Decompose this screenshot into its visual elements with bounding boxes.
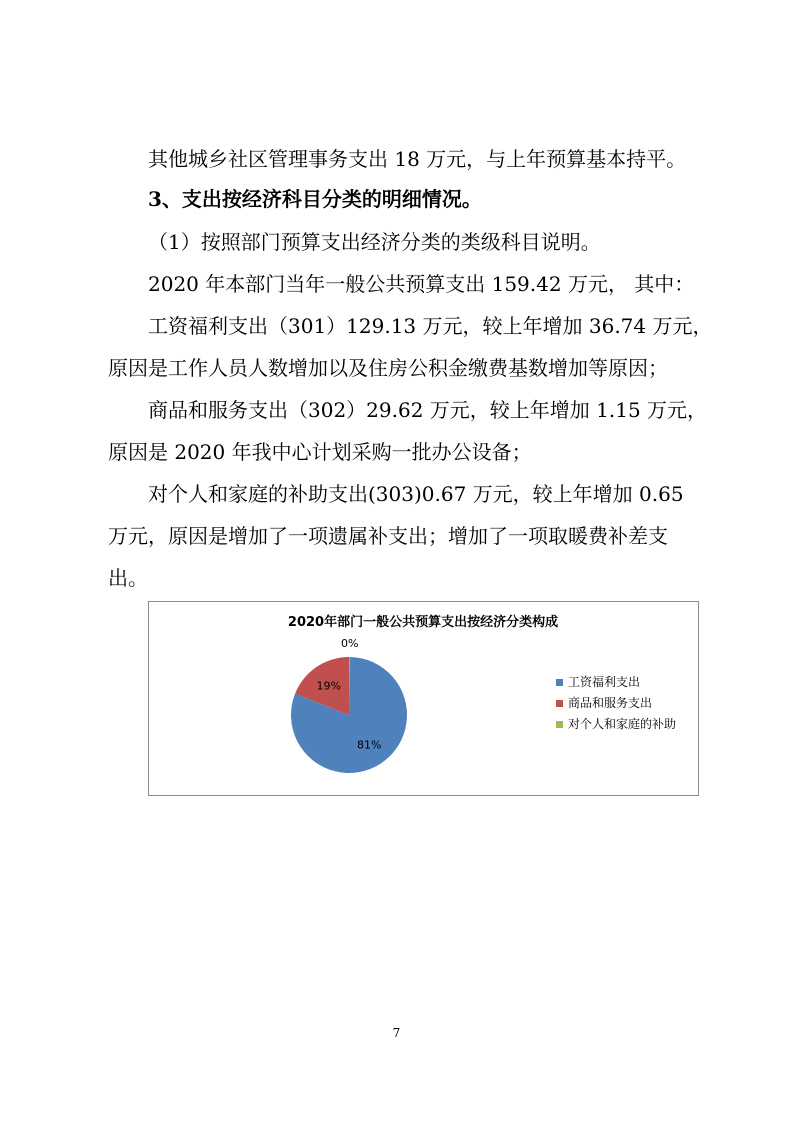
- pie-chart-container: [148, 601, 699, 796]
- paragraph-salary-welfare-line1: 工资福利支出（301）129.13 万元，较上年增加 36.74 万元，: [148, 314, 713, 338]
- legend-swatch-1: [556, 679, 563, 686]
- pie-data-label-3: 0%: [341, 637, 359, 651]
- page-number: 7: [392, 1026, 401, 1040]
- legend-label-3: 对个人和家庭的补助: [568, 717, 677, 731]
- pie-chart: [149, 602, 698, 795]
- paragraph-goods-services-line1: 商品和服务支出（302）29.62 万元，较上年增加 1.15 万元，: [148, 398, 708, 422]
- paragraph-total-expenditure: 2020 年本部门当年一般公共预算支出 159.42 万元， 其中：: [148, 272, 695, 296]
- pie-data-label-1: 81%: [356, 738, 382, 752]
- legend-label-2: 商品和服务支出: [568, 696, 653, 710]
- chart-legend: [556, 674, 676, 731]
- chart-title: 2020年部门一般公共预算支出按经济分类构成: [287, 615, 559, 630]
- paragraph-goods-services-line2: 原因是 2020 年我中心计划采购一批办公设备；: [108, 440, 532, 464]
- pie-slices: [291, 657, 407, 773]
- legend-swatch-3: [556, 721, 563, 728]
- subsection-heading-class-subjects: （1）按照部门预算支出经济分类的类级科目说明。: [148, 230, 601, 254]
- paragraph-subsidy-line1: 对个人和家庭的补助支出(303)0.67 万元，较上年增加 0.65: [148, 482, 684, 506]
- pie-data-label-2: 19%: [316, 679, 342, 693]
- legend-swatch-2: [556, 700, 563, 707]
- paragraph-salary-welfare-line2: 原因是工作人员人数增加以及住房公积金缴费基数增加等原因；: [108, 356, 668, 380]
- section-heading-economic-classification: 3、支出按经济科目分类的明细情况。: [148, 187, 482, 211]
- paragraph-subsidy-line3: 出。: [108, 566, 148, 590]
- paragraph-other-urban-rural: 其他城乡社区管理事务支出 18 万元，与上年预算基本持平。: [148, 147, 687, 171]
- paragraph-subsidy-line2: 万元，原因是增加了一项遗属补支出；增加了一项取暖费补差支: [108, 524, 668, 548]
- legend-label-1: 工资福利支出: [568, 675, 641, 689]
